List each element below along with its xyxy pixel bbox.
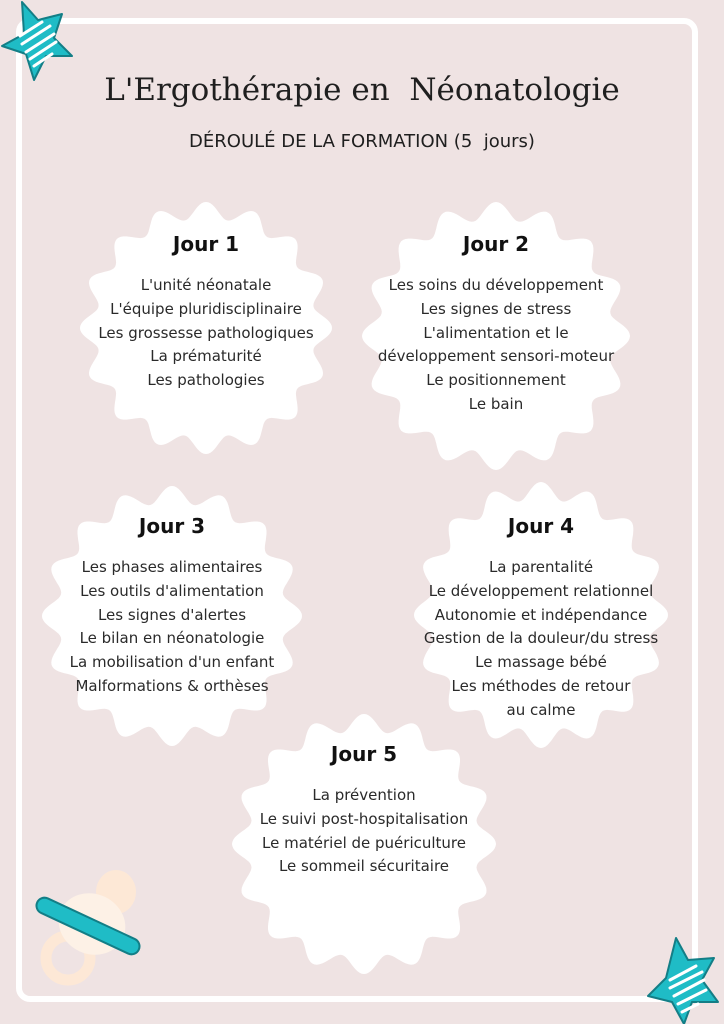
day-topic: Les méthodes de retour [451, 676, 631, 695]
day-topic: Les outils d'alimentation [80, 581, 264, 600]
day-topic: Le bilan en néonatologie [79, 629, 265, 648]
page-subtitle: DÉROULÉ DE LA FORMATION (5 jours) [189, 131, 535, 152]
day-topic: Les phases alimentaires [81, 558, 263, 576]
day-topic: L'unité néonatale [140, 276, 272, 294]
day-topic: Les signes de stress [420, 299, 572, 318]
page-title: L'Ergothérapie en Néonatologie [104, 72, 620, 108]
day-topic: Le développement relationnel [428, 581, 654, 600]
day-badge-2 [360, 200, 632, 472]
day-topic-list [40, 556, 304, 699]
day-topic: Le positionnement [426, 371, 566, 390]
day-topic: L'équipe pluridisciplinaire [110, 299, 302, 318]
day-title: Jour 1 [172, 232, 240, 256]
day-topic: Le massage bébé [475, 653, 607, 672]
pacifier-icon [30, 866, 160, 986]
day-topic: Les pathologies [147, 371, 265, 390]
day-badge-4 [412, 480, 670, 750]
day-badge-3 [40, 484, 304, 748]
day-topic: La prévention [312, 786, 416, 804]
day-topic: L'alimentation et le [423, 323, 569, 342]
day-topic: Le sommeil sécuritaire [278, 857, 450, 876]
day-topic: Malformations & orthèses [75, 676, 269, 695]
day-topic-list [360, 274, 632, 417]
day-topic: Les signes d'alertes [97, 605, 247, 624]
day-topic: Gestion de la douleur/du stress [423, 629, 659, 648]
day-badge-1 [78, 200, 334, 456]
day-badge-5 [230, 712, 498, 976]
day-topic: Le suivi post-hospitalisation [259, 809, 469, 828]
day-topic-list [230, 784, 498, 879]
day-topic: Les grossesse pathologiques [98, 323, 314, 342]
day-topic: Le matériel de puériculture [262, 833, 466, 852]
day-topic: Les soins du développement [388, 276, 604, 294]
day-title: Jour 3 [138, 514, 206, 538]
day-title: Jour 2 [462, 232, 530, 256]
day-topic-list [412, 556, 670, 723]
day-topic: La prématurité [150, 347, 262, 366]
star-icon [640, 930, 724, 1024]
day-topic: Le bain [468, 394, 524, 413]
day-topic: Autonomie et indépendance [434, 605, 648, 624]
day-title: Jour 4 [507, 514, 575, 538]
day-topic: au calme [506, 700, 576, 719]
day-topic: développement sensori-moteur [377, 347, 615, 366]
day-title: Jour 5 [330, 742, 398, 766]
day-topic: La parentalité [488, 558, 594, 576]
day-topic-list [78, 274, 334, 393]
day-topic: La mobilisation d'un enfant [69, 653, 275, 672]
